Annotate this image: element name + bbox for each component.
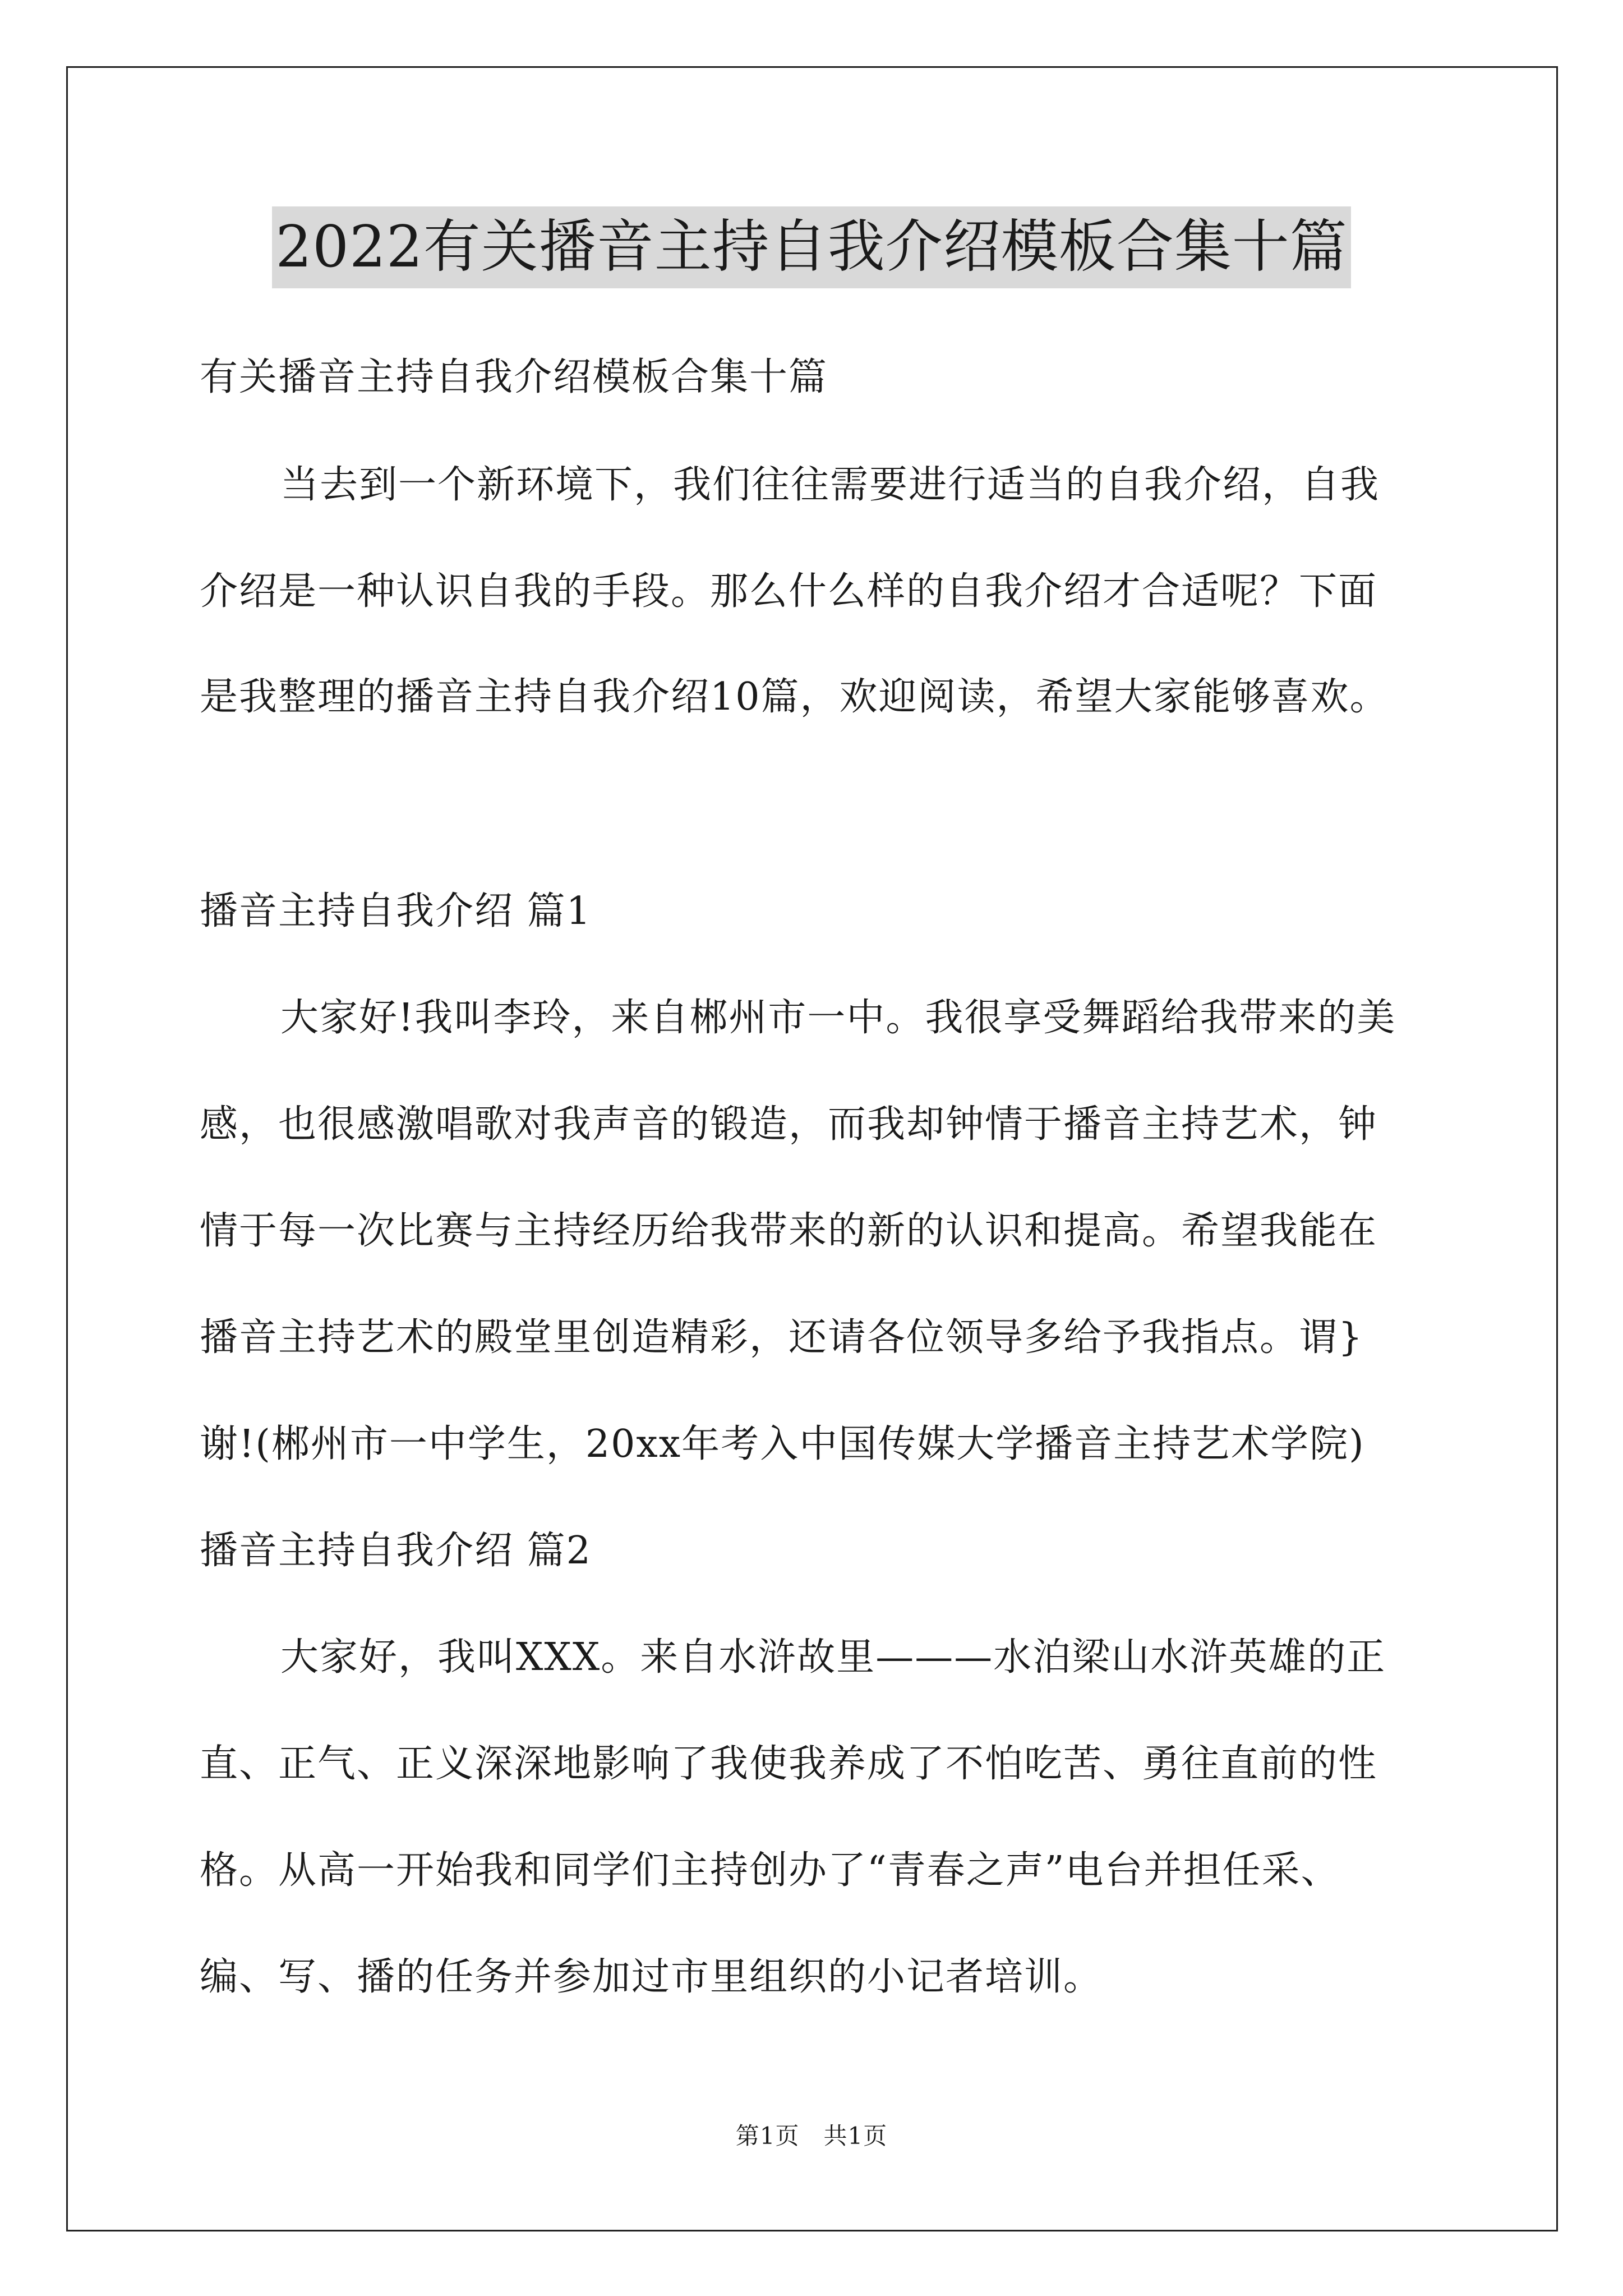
document-title: 2022有关播音主持自我介绍模板合集十篇 bbox=[272, 206, 1351, 288]
section-1-line-3: 情于每一次比赛与主持经历给我带来的新的认识和提高。希望我能在 bbox=[200, 1209, 1378, 1253]
section-1-line-2: 感，也很感激唱歌对我声音的锻造，而我却钟情于播音主持艺术，钟 bbox=[200, 1102, 1378, 1147]
document-subtitle: 有关播音主持自我介绍模板合集十篇 bbox=[200, 355, 828, 399]
section-1-line-1: 大家好!我叫李玲，来自郴州市一中。我很享受舞蹈给我带来的美 bbox=[280, 996, 1396, 1040]
title-container bbox=[0, 206, 1623, 288]
section-2-line-1: 大家好，我叫XXX。来自水浒故里———水泊梁山水浒英雄的正 bbox=[280, 1635, 1386, 1680]
section-2-line-4: 编、写、播的任务并参加过市里组织的小记者培训。 bbox=[200, 1955, 1103, 1999]
section-1-heading: 播音主持自我介绍 篇1 bbox=[200, 889, 592, 933]
page-footer: 第1页 共1页 bbox=[735, 2122, 888, 2150]
intro-line-1: 当去到一个新环境下，我们往往需要进行适当的自我介绍，自我 bbox=[280, 463, 1380, 507]
section-2-line-3: 格。从高一开始我和同学们主持创办了“青春之声”电台并担任采、 bbox=[200, 1848, 1340, 1893]
intro-line-3: 是我整理的播音主持自我介绍10篇，欢迎阅读，希望大家能够喜欢。 bbox=[200, 675, 1389, 719]
section-1-line-5: 谢!(郴州市一中学生，20xx年考入中国传媒大学播音主持艺术学院) bbox=[200, 1422, 1365, 1466]
section-1-line-4: 播音主持艺术的殿堂里创造精彩，还请各位领导多给予我指点。谓} bbox=[200, 1315, 1364, 1360]
section-2-line-2: 直、正气、正义深深地影响了我使我养成了不怕吃苦、勇往直前的性 bbox=[200, 1742, 1378, 1786]
section-2-heading: 播音主持自我介绍 篇2 bbox=[200, 1529, 592, 1573]
intro-line-2: 介绍是一种认识自我的手段。那么什么样的自我介绍才合适呢？下面 bbox=[200, 569, 1378, 614]
